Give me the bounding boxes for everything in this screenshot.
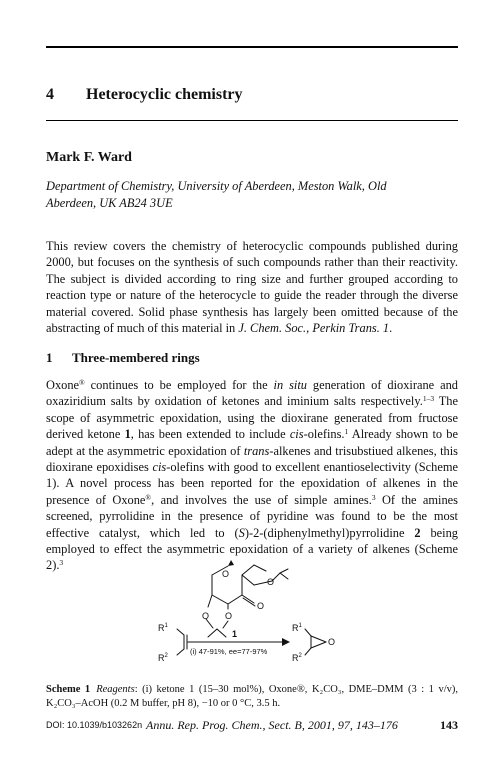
doi: DOI: 10.1039/b103262n [46, 720, 143, 730]
alkene-r1-label: $R^1$ [158, 623, 168, 633]
section-heading [46, 350, 458, 366]
caption-label: Scheme 1 [46, 684, 91, 695]
stereo-wedge [228, 560, 234, 566]
affiliation [46, 178, 458, 212]
page-footer [46, 718, 458, 734]
citation: 3 [59, 558, 64, 568]
scheme-caption [46, 683, 458, 710]
section-number: 1 [46, 350, 53, 365]
ring-oxygen-label: O [222, 569, 230, 579]
carbonyl-oxygen-label: O [257, 601, 265, 611]
caption-reagents: Reagents [96, 684, 135, 695]
section-title: Three-membered rings [72, 350, 200, 365]
spiro-oxygen-label: O [267, 577, 275, 587]
reaction-arrow-head [282, 638, 290, 646]
dioxolane-oxygen-b: O [225, 611, 233, 621]
chapter-title: Heterocyclic chemistry [86, 86, 243, 103]
abstract [46, 238, 458, 336]
page-number: 143 [440, 718, 458, 732]
abstract-end: . [389, 321, 393, 336]
compound-number-label: 1 [232, 629, 238, 639]
chapter-rule [46, 120, 458, 121]
chapter-heading [46, 86, 458, 104]
author-name: Mark F. Ward [46, 150, 132, 165]
abstract-text: This review covers the chemistry of heterocyclic compounds published during 2000, but focuses on the synthesis of such compounds rather than their reactivity. The subject is divided according to ring size and further grouped according to reaction type or nature of the heterocycle to guide the reader through the diverse material covered. Solid phase synthesis has largely been omitted because of the abstracting of much of this material in [46, 239, 458, 336]
chapter-number: 4 [46, 86, 54, 103]
abstract-journal: J. Chem. Soc., Perkin Trans. 1 [238, 321, 390, 336]
top-rule [46, 46, 458, 48]
body-paragraph: Oxone® continues to be employed for the in situ generation of dioxirane and oxaziridium salts by oxidation of ketones and iminium salts respectively.$^{1-3}$ The scope of asymmetric epoxidation, using the dioxirane generated from fructose derived ketone 1, has been extended to include cis-olefins.$^1$ Already shown to be adept at the asymmetric epoxidation of trans-alkenes and trisubstiued alkenes, this dioxirane epoxidises cis-olefins with good to excellent enantioselectivity (Scheme 1). A novel process has been reported for the epoxidation of alkenes in the presence of Oxone®, and involves the use of simple amines.$^3$ Of the amines screened, pyrrolidine in the presence of pyridine was found to be the most effective catalyst, which led to (S)-2-(diphenylmethyl)pyrrolidine 2 being employed to effect the asymmetric epoxidation of a variety of alkenes (Scheme 2).$^3$ [46, 378, 459, 573]
affiliation-line-2: Aberdeen, UK AB24 3UE [46, 196, 173, 210]
citation: 3 [371, 492, 376, 502]
reaction-conditions-label: (i) 47-91%, ee=77-97% [190, 647, 268, 656]
citation: 1–3 [422, 394, 435, 404]
scheme-1-diagram [130, 545, 370, 677]
alkene-r2-label: $R^2$ [158, 653, 168, 663]
affiliation-line-1: Department of Chemistry, University of Aberdeen, Meston Walk, Old [46, 179, 387, 193]
caption-text: : (i) ketone 1 (15–30 mol%), Oxone®, K₂CO₃, DME–DMM (3 : 1 v/v), K₂CO₃–AcOH (0.2 M buffer, pH 8), −10 or 0 °C, 3.5 h. [46, 684, 458, 709]
dioxolane-oxygen-a: O [202, 611, 210, 621]
product-r1-label: $R^1$ [292, 623, 302, 633]
product-r2-label: $R^2$ [292, 653, 302, 663]
citation: 1 [344, 427, 349, 437]
epoxide-oxygen-label: O [328, 637, 336, 647]
journal-citation: Annu. Rep. Prog. Chem., Sect. B, 2001, 97, 143–176 [146, 718, 398, 732]
